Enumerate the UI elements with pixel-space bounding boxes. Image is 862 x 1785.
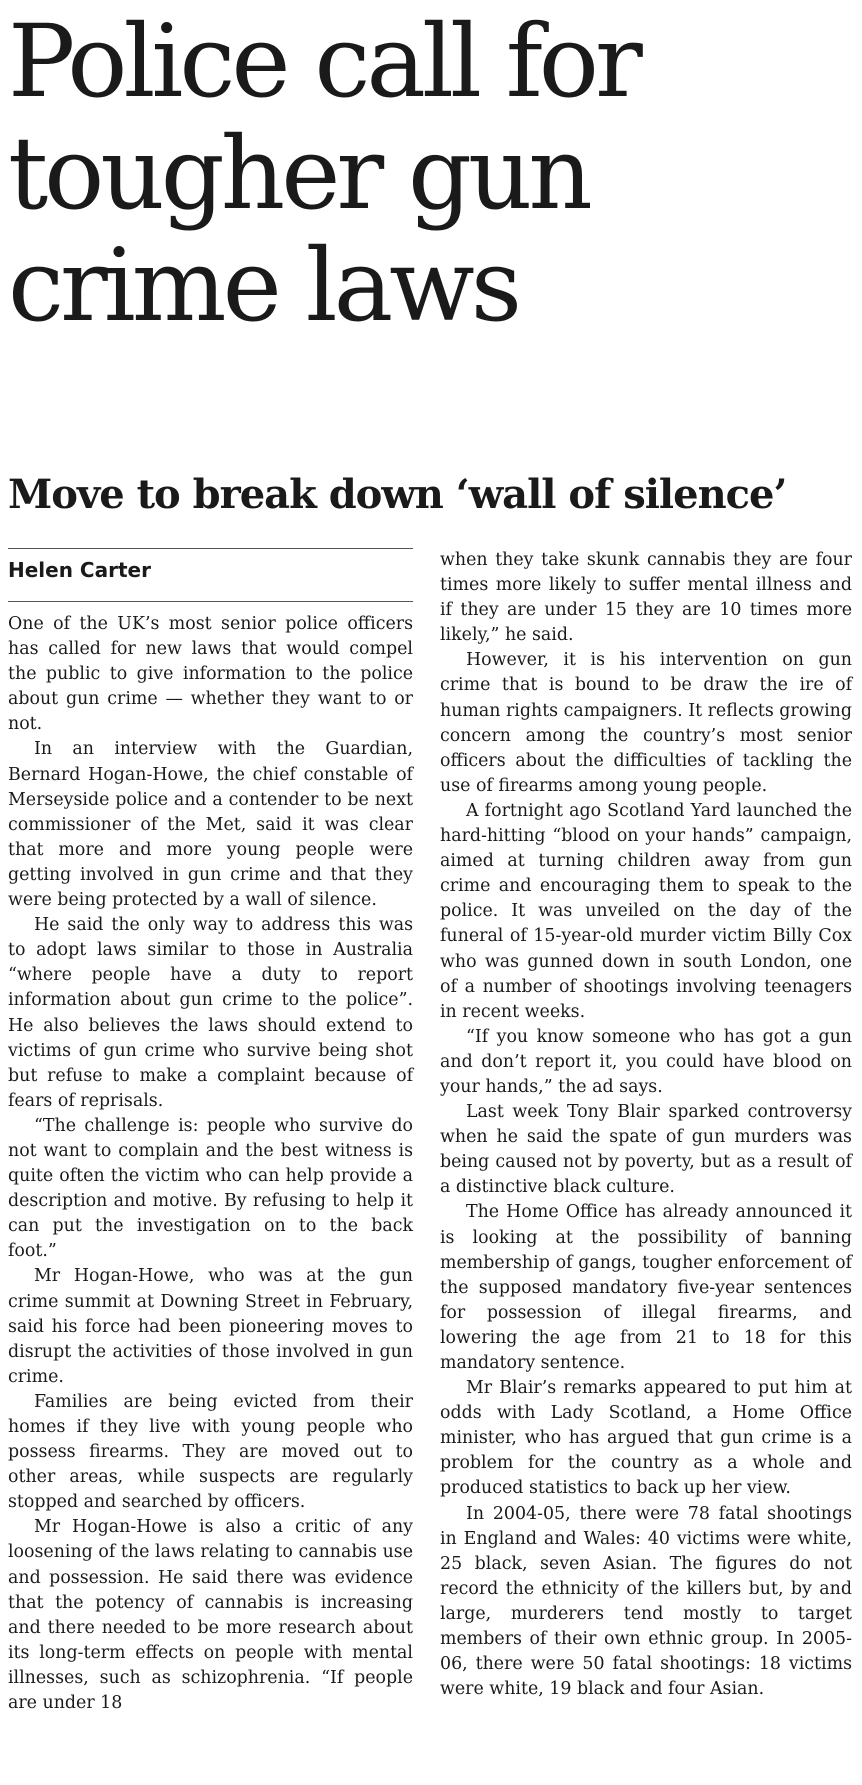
paragraph: “The challenge is: people who survive do not want to complain and the best witness is quite often the victim who can help provide a description and motive. By refusing to help it can put the investigation on to the back foot.” bbox=[8, 1115, 413, 1262]
paragraph: He said the only way to address this was to adopt laws similar to those in Australia “where people have a duty to report information about gun crime to the police”. He also believes the laws should extend to victims of gun crime who survive being shot but refuse to make a complaint because of fears of reprisals. bbox=[8, 915, 413, 1111]
paragraph: “If you know someone who has got a gun and don’t report it, you could have blood on your hands,” the ad says. bbox=[440, 1026, 852, 1097]
paragraph: Mr Blair’s remarks appeared to put him at odds with Lady Scotland, a Home Office minister, who has argued that gun crime is a problem for the country as a whole and produced statistics to back up her view. bbox=[440, 1378, 852, 1499]
paragraph: The Home Office has already announced it is looking at the possibility of banning membership of gangs, tougher enforcement of the supposed mandatory five-year sentences for possession of illegal firearms, and lowering the age from 21 to 18 for this mandatory sentence. bbox=[440, 1202, 852, 1373]
headline: Police call for tougher gun crime laws bbox=[8, 3, 639, 344]
paragraph: In an interview with the Guardian, Bernard Hogan-Howe, the chief constable of Merseyside police and a contender to be next commissioner of the Met, said it was clear that more and more young people were getting involved in gun crime and that they were being protected by a wall of silence. bbox=[8, 739, 413, 911]
paragraph: Mr Hogan-Howe is also a critic of any loosening of the laws relating to cannabis use and possession. He said there was evidence that the potency of cannabis is increasing and there needed to be more research about its long-term effects on people with mental illnesses, such as schizophrenia. “If people are under 18 bbox=[8, 1517, 413, 1714]
paragraph: Last week Tony Blair sparked controversy when he said the spate of gun murders was being caused not by poverty, but as a result of a distinctive black culture. bbox=[440, 1102, 852, 1198]
standfirst: Move to break down ‘wall of silence’ bbox=[8, 471, 787, 518]
paragraph: when they take skunk cannabis they are four times more likely to suffer mental illness and if they are under 15 they are 10 times more likely,” he said. bbox=[440, 550, 852, 646]
paragraph: Mr Hogan-Howe, who was at the gun crime summit at Downing Street in February, said his force had been pioneering moves to disrupt the activities of those involved in gun crime. bbox=[8, 1266, 413, 1387]
paragraph: One of the UK’s most senior police officers has called for new laws that would compel the public to give information to the police about gun crime — whether they want to or not. bbox=[8, 614, 413, 735]
article-column-right bbox=[440, 548, 852, 1702]
byline: Helen Carter bbox=[8, 558, 151, 582]
headline-block bbox=[8, 0, 854, 342]
byline-bottom-rule bbox=[8, 601, 413, 602]
paragraph: However, it is his intervention on gun crime that is bound to be draw the ire of human rights campaigners. It reflects growing concern among the country’s most senior officers about the difficulties of tackling the use of firearms among young people. bbox=[440, 650, 852, 796]
paragraph: A fortnight ago Scotland Yard launched the hard-hitting “blood on your hands” campaign, aimed at turning children away from gun crime and encouraging them to speak to the police. It was unveiled on the day of the funeral of 15-year-old murder victim Billy Cox who was gunned down in south London, one of a number of shootings involving teenagers in recent weeks. bbox=[440, 800, 852, 1022]
paragraph: Families are being evicted from their homes if they live with young people who possess firearms. They are moved out to other areas, while suspects are regularly stopped and searched by officers. bbox=[8, 1391, 413, 1513]
paragraph: In 2004-05, there were 78 fatal shootings in England and Wales: 40 victims were white, 25 black, seven Asian. The figures do not record the ethnicity of the killers but, by and large, murderers tend mostly to target members of their own ethnic group. In 2005-06, there were 50 fatal shootings: 18 victims were white, 19 black and four Asian. bbox=[440, 1503, 852, 1700]
article-column-left bbox=[8, 548, 413, 1716]
